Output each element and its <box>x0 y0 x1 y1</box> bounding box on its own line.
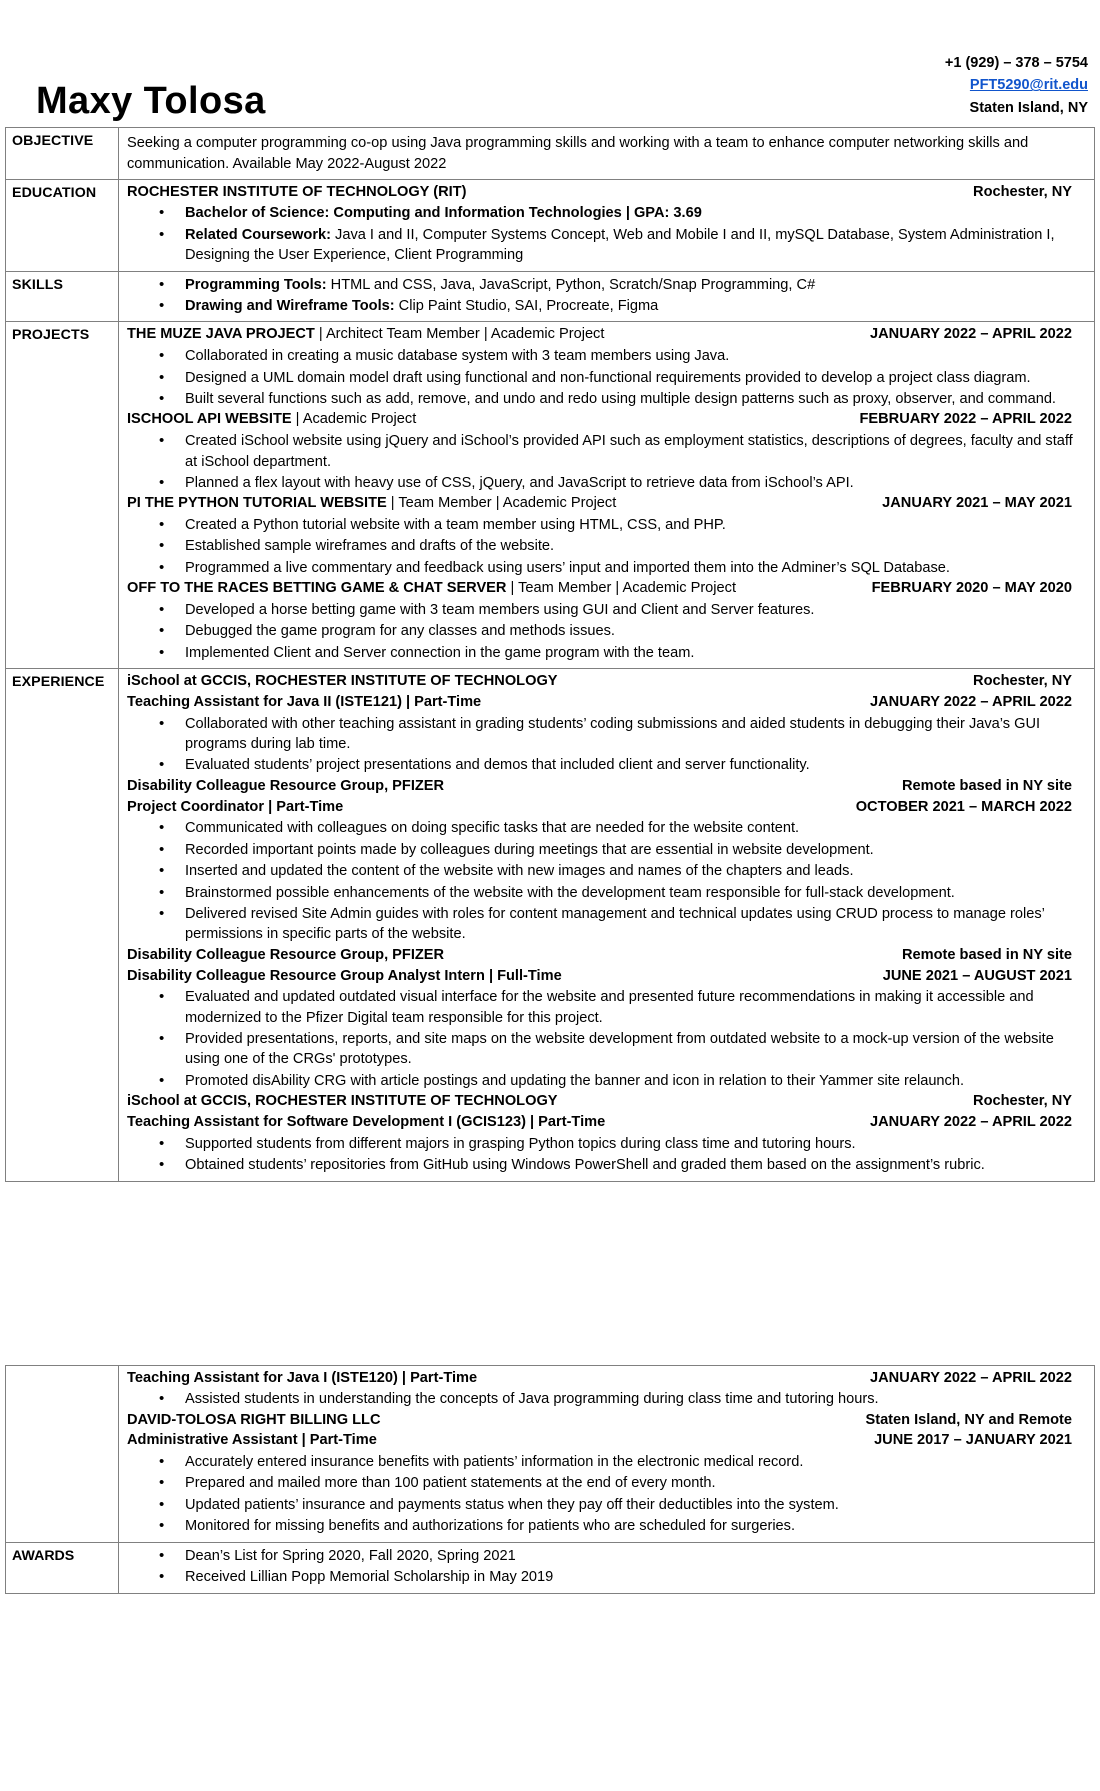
list-item: • Provided presentations, reports, and site maps on the website development from outdated website to a mock-up version of the website using one of the CRGs' prototypes. <box>155 1028 1086 1070</box>
section-body-education <box>119 179 1095 271</box>
experience-org-line <box>127 1410 1086 1431</box>
experience-entry <box>127 671 1086 776</box>
page-break-gap <box>0 1182 1100 1365</box>
list-item: • Built several functions such as add, remove, and undo and redo using multiple design patterns such as proxy, observer, and command. <box>155 388 1086 409</box>
experience-org-line <box>127 776 1086 797</box>
table-row-objective <box>6 128 1095 179</box>
project-head <box>127 409 1086 430</box>
project-meta-2: | Team Member | Academic Project <box>386 495 617 512</box>
experience-role-1: Project Coordinator | Part-Time <box>127 798 344 815</box>
list-item: • Inserted and updated the content of the website with new images and names of the chapters and leads. <box>155 860 1086 881</box>
section-label-projects: PROJECTS <box>6 322 119 669</box>
experience-org-3: iSchool at GCCIS, ROCHESTER INSTITUTE OF TECHNOLOGY <box>127 1093 558 1110</box>
list-item: • Prepared and mailed more than 100 patient statements at the end of every month. <box>155 1472 1086 1493</box>
experience-date-2: JUNE 2021 – AUGUST 2021 <box>882 967 1072 984</box>
experience-role-line <box>127 1430 1086 1451</box>
experience-cont-location-1: Staten Island, NY and Remote <box>865 1411 1072 1428</box>
list-item: • Planned a flex layout with heavy use of CSS, jQuery, and JavaScript to retrieve data from iSchool’s API. <box>155 472 1086 493</box>
project-bullets-1 <box>127 430 1086 493</box>
section-body-skills <box>119 271 1095 322</box>
experience-cont-org-1: DAVID-TOLOSA RIGHT BILLING LLC <box>127 1411 381 1428</box>
experience-entry <box>127 1410 1086 1537</box>
experience-cont-role-0: Teaching Assistant for Java I (ISTE120) | Part-Time <box>127 1369 478 1386</box>
experience-org-line <box>127 671 1086 692</box>
experience-role-0: Teaching Assistant for Java II (ISTE121) | Part-Time <box>127 693 482 710</box>
table-row-education <box>6 179 1095 271</box>
list-item <box>155 224 1086 266</box>
objective-text: Seeking a computer programming co-op using Java programming skills and working with a team to enhance computer networking skills and communication. Available May 2022-August 2022 <box>127 135 1029 172</box>
experience-role-2: Disability Colleague Resource Group Analyst Intern | Full-Time <box>127 967 562 984</box>
project-date-2: JANUARY 2021 – MAY 2021 <box>882 495 1072 512</box>
experience-location-0: Rochester, NY <box>973 673 1072 690</box>
skills-label-0: Programming Tools: <box>185 276 327 293</box>
section-body-experience <box>119 669 1095 1181</box>
list-item: • Collaborated in creating a music database system with 3 team members using Java. <box>155 345 1086 366</box>
table-row-skills <box>6 271 1095 322</box>
list-item: • Accurately entered insurance benefits with patients’ information in the electronic medical record. <box>155 1451 1086 1472</box>
project-entry <box>127 493 1086 578</box>
list-item: • Communicated with colleagues on doing specific tasks that are needed for the website content. <box>155 817 1086 838</box>
list-item: • Evaluated and updated outdated visual interface for the website and presented future recommendations in making it accessible and modernized to the Pfizer Digital team responsible for this project. <box>155 986 1086 1028</box>
list-item: • Designed a UML domain model draft using functional and non-functional requirements provided to develop a project class diagram. <box>155 367 1086 388</box>
project-entry <box>127 409 1086 493</box>
experience-bullets-0 <box>127 713 1086 776</box>
experience-cont-role-1: Administrative Assistant | Part-Time <box>127 1432 377 1449</box>
list-item: • Assisted students in understanding the concepts of Java programming during class time and tutoring hours. <box>155 1388 1086 1409</box>
education-school-location: Rochester, NY <box>973 183 1072 200</box>
education-school-name: ROCHESTER INSTITUTE OF TECHNOLOGY (RIT) <box>127 183 467 200</box>
experience-role-line <box>127 966 1086 987</box>
experience-role-3: Teaching Assistant for Software Development I (GCIS123) | Part-Time <box>127 1113 606 1130</box>
section-body-experience-continued <box>119 1365 1095 1542</box>
experience-location-2: Remote based in NY site <box>901 946 1072 963</box>
list-item: • Promoted disAbility CRG with article postings and updating the banner and icon in relation to their Yammer site relaunch. <box>155 1070 1086 1091</box>
list-item <box>155 295 1086 316</box>
education-school-line <box>127 182 1086 203</box>
table-row-projects <box>6 322 1095 669</box>
list-item: • Collaborated with other teaching assistant in grading students’ coding submissions and aided students in debugging their Java’s GUI programs during lab time. <box>155 713 1086 755</box>
list-item <box>155 202 1086 223</box>
experience-location-1: Remote based in NY site <box>901 777 1072 794</box>
experience-role-line <box>127 797 1086 818</box>
list-item: • Monitored for missing benefits and authorizations for patients who are scheduled for surgeries. <box>155 1515 1086 1536</box>
education-coursework-text: Java I and II, Computer Systems Concept, Web and Mobile I and II, mySQL Database, System Administration I, Designing the User Experience, Client Programming <box>185 226 1055 264</box>
list-item: • Implemented Client and Server connection in the game program with the team. <box>155 642 1086 663</box>
project-title-3: OFF TO THE RACES BETTING GAME & CHAT SERVER <box>127 580 507 597</box>
section-label-education: EDUCATION <box>6 179 119 271</box>
project-bullets-0 <box>127 345 1086 409</box>
experience-role-line <box>127 1368 1086 1389</box>
contact-email-link[interactable]: PFT5290@rit.edu <box>969 77 1088 94</box>
list-item: • Received Lillian Popp Memorial Scholarship in May 2019 <box>155 1566 1086 1587</box>
resume-body-table <box>5 127 1095 1181</box>
list-item: • Dean’s List for Spring 2020, Fall 2020, Spring 2021 <box>155 1545 1086 1566</box>
experience-entry <box>127 1091 1086 1175</box>
project-date-1: FEBRUARY 2022 – APRIL 2022 <box>859 411 1072 428</box>
list-item: • Created iSchool website using jQuery and iSchool’s provided API such as employment statistics, descriptions of degrees, faculty and staff at iSchool department. <box>155 430 1086 472</box>
experience-cont-bullets-0 <box>127 1388 1086 1409</box>
awards-bullets <box>127 1545 1086 1588</box>
experience-date-0: JANUARY 2022 – APRIL 2022 <box>870 693 1072 710</box>
project-head <box>127 324 1086 345</box>
project-title-2: PI THE PYTHON TUTORIAL WEBSITE <box>127 495 387 512</box>
list-item: • Developed a horse betting game with 3 team members using GUI and Client and Server features. <box>155 599 1086 620</box>
education-coursework-label: Related Coursework: <box>185 226 331 243</box>
experience-cont-date-0: JANUARY 2022 – APRIL 2022 <box>870 1369 1072 1386</box>
experience-date-1: OCTOBER 2021 – MARCH 2022 <box>855 798 1072 815</box>
list-item <box>155 274 1086 295</box>
list-item: • Obtained students’ repositories from GitHub using Windows PowerShell and graded them based on the assignment’s rubric. <box>155 1154 1086 1175</box>
list-item: • Programmed a live commentary and feedback using users’ input and imported them into the Adminer’s SQL Database. <box>155 557 1086 578</box>
project-meta-1: | Academic Project <box>291 411 417 428</box>
list-item: • Recorded important points made by colleagues during meetings that are essential in website development. <box>155 839 1086 860</box>
project-date-0: JANUARY 2022 – APRIL 2022 <box>870 326 1072 343</box>
project-entry <box>127 324 1086 409</box>
experience-role-line <box>127 692 1086 713</box>
experience-org-line <box>127 945 1086 966</box>
experience-org-line <box>127 1091 1086 1112</box>
experience-org-0: iSchool at GCCIS, ROCHESTER INSTITUTE OF TECHNOLOGY <box>127 673 558 690</box>
experience-org-1: Disability Colleague Resource Group, PFIZER <box>127 777 445 794</box>
contact-block <box>945 52 1088 121</box>
section-body-projects <box>119 322 1095 669</box>
resume-body-table-page2 <box>5 1365 1095 1594</box>
skills-text-1: Clip Paint Studio, SAI, Procreate, Figma <box>394 298 659 315</box>
contact-phone: +1 (929) – 378 – 5754 <box>944 55 1088 71</box>
contact-location: Staten Island, NY <box>969 99 1088 116</box>
experience-entry <box>127 945 1086 1091</box>
section-body-objective <box>119 128 1095 179</box>
project-title-1: ISCHOOL API WEBSITE <box>127 411 292 428</box>
section-body-awards <box>119 1542 1095 1593</box>
experience-date-3: JANUARY 2022 – APRIL 2022 <box>870 1113 1072 1130</box>
table-row-awards <box>6 1542 1095 1593</box>
resume-header <box>0 0 1100 127</box>
project-title-0: THE MUZE JAVA PROJECT <box>127 326 315 343</box>
project-meta-0: | Architect Team Member | Academic Project <box>314 326 605 343</box>
experience-location-3: Rochester, NY <box>973 1093 1072 1110</box>
experience-bullets-1 <box>127 817 1086 945</box>
skills-bullets <box>127 274 1086 317</box>
experience-entry <box>127 1368 1086 1410</box>
project-bullets-2 <box>127 514 1086 578</box>
list-item: • Created a Python tutorial website with a team member using HTML, CSS, and PHP. <box>155 514 1086 535</box>
experience-bullets-2 <box>127 986 1086 1091</box>
experience-cont-bullets-1 <box>127 1451 1086 1537</box>
list-item: • Delivered revised Site Admin guides with roles for content management and technical updates using CRUD process to manage roles’ permissions in specific parts of the website. <box>155 903 1086 945</box>
section-label-awards: AWARDS <box>6 1542 119 1593</box>
section-label-experience: EXPERIENCE <box>6 669 119 1181</box>
list-item: • Supported students from different majors in grasping Python topics during class time and tutoring hours. <box>155 1133 1086 1154</box>
project-date-3: FEBRUARY 2020 – MAY 2020 <box>871 580 1072 597</box>
table-row-experience-continued <box>6 1365 1095 1542</box>
list-item: • Established sample wireframes and drafts of the website. <box>155 535 1086 556</box>
experience-org-2: Disability Colleague Resource Group, PFIZER <box>127 946 445 963</box>
list-item: • Updated patients’ insurance and payments status when they pay off their deductibles into the system. <box>155 1494 1086 1515</box>
education-bullets <box>127 202 1086 265</box>
section-label-experience-continued <box>6 1365 119 1542</box>
project-head <box>127 578 1086 599</box>
project-entry <box>127 578 1086 663</box>
experience-entry <box>127 776 1086 945</box>
list-item: • Evaluated students’ project presentations and demos that included client and server functionality. <box>155 754 1086 775</box>
experience-cont-date-1: JUNE 2017 – JANUARY 2021 <box>874 1432 1072 1449</box>
project-head <box>127 493 1086 514</box>
experience-bullets-3 <box>127 1133 1086 1176</box>
list-item: • Brainstormed possible enhancements of the website with the development team responsible for full-stack development. <box>155 882 1086 903</box>
section-label-objective: OBJECTIVE <box>6 128 119 179</box>
skills-text-0: HTML and CSS, Java, JavaScript, Python, Scratch/Snap Programming, C# <box>326 276 816 293</box>
project-meta-3: | Team Member | Academic Project <box>506 580 737 597</box>
education-degree: Bachelor of Science: Computing and Information Technologies | GPA: 3.69 <box>185 205 702 222</box>
table-row-experience <box>6 669 1095 1181</box>
project-bullets-3 <box>127 599 1086 663</box>
list-item: • Debugged the game program for any classes and methods issues. <box>155 620 1086 641</box>
section-label-skills: SKILLS <box>6 271 119 322</box>
experience-role-line <box>127 1112 1086 1133</box>
page-title: Maxy Tolosa <box>36 79 266 122</box>
skills-label-1: Drawing and Wireframe Tools: <box>185 298 395 315</box>
